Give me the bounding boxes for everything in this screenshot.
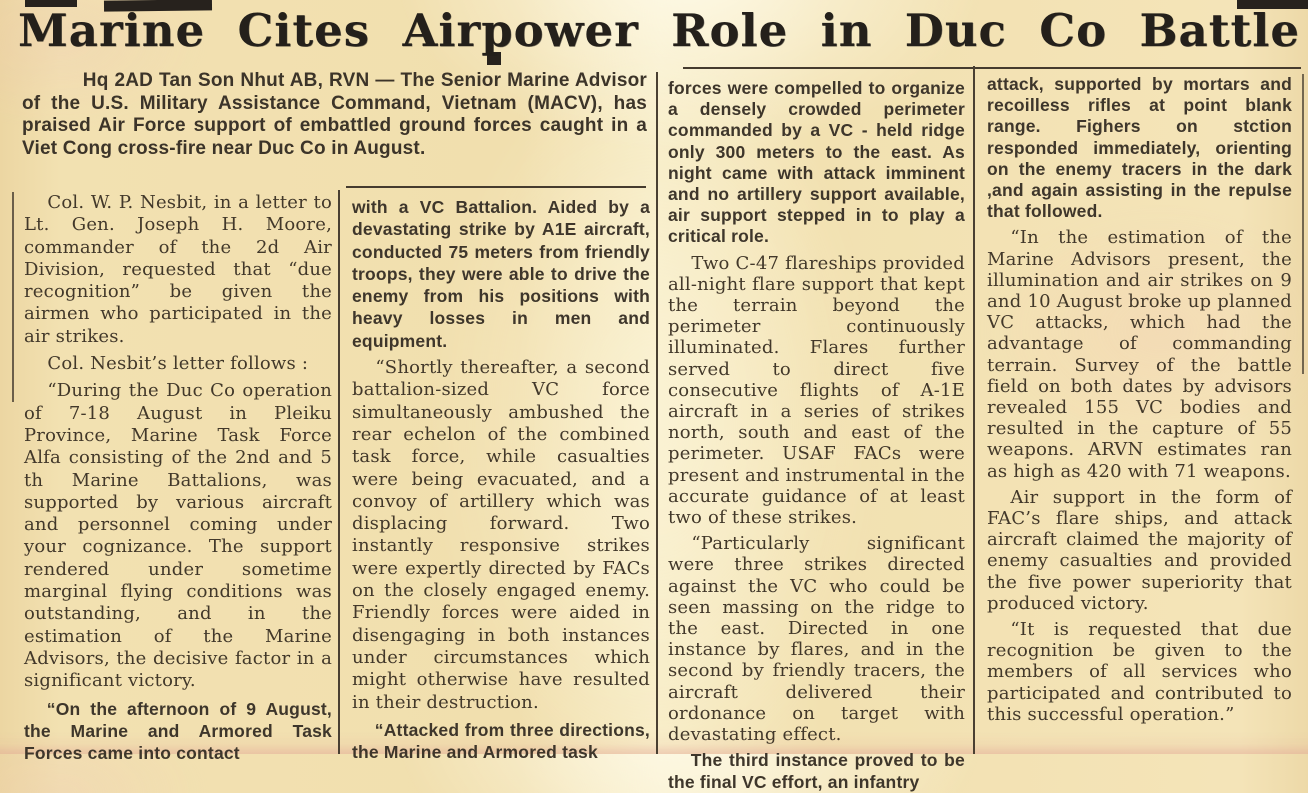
- paragraph: Air support in the form of FAC’s flare ships, and attack aircraft claimed the majority of enemy casualties and provided the five power superiority that produced victory.: [987, 486, 1292, 614]
- column-divider: [656, 72, 658, 754]
- paragraph: with a VC Battalion. Aided by a devastating strike by A1E aircraft, conducted 75 meters from friendly troops, they were able to drive the enemy from his positions with heavy losses in men and equipment.: [352, 197, 650, 351]
- headline: Marine Cites Airpower Role in Duc Co Battle: [18, 4, 1300, 57]
- section-rule: [346, 186, 646, 188]
- paragraph: The third instance proved to be the final VC effort, an infantry: [668, 750, 965, 792]
- paragraph: Col. Nesbit’s letter follows :: [47, 353, 309, 375]
- paragraph: “In the estimation of the Marine Advisors present, the illumination and air strikes on 9 and 10 August broke up planned VC attacks, which had the advantage of commanding terrain. Survey of the battle field on both dates by advisors revealed 155 VC bodies and resulted in the capture of 55 weapons. ARVN estimates ran as high as 420 with 71 weapons.: [987, 227, 1292, 482]
- column-2: [352, 196, 650, 763]
- paragraph: “Attacked from three directions, the Marine and Armored task: [352, 719, 650, 763]
- edge-rule: [1302, 74, 1304, 374]
- paragraph: Col. W. P. Nesbit, in a letter to Lt. Gen. Joseph H. Moore, commander of the 2d Air Division, requested that “due recognition” be given the airmen who participated in the air strikes.: [24, 192, 332, 347]
- column-divider: [973, 66, 975, 754]
- paragraph: “Shortly thereafter, a second battalion-sized VC force simultaneously ambushed the rear echelon of the combined task force, while casualties were being evacuated, and a convoy of artillery which was displacing forward. Two instantly responsive strikes were expertly directed by FACs on the closely engaged enemy. Friendly forces were aided in disengaging in both instances under circumstances which might otherwise have resulted in their destruction.: [352, 357, 650, 713]
- paragraph: “Particularly significant were three strikes directed against the VC who could be seen massing on the ridge to the east. Directed in one instance by flares, and in the second by friendly tracers, the aircraft delivered their ordonance on target with devastating effect.: [668, 533, 965, 746]
- lede: [22, 70, 647, 160]
- column-1: [24, 192, 332, 764]
- column-4: [987, 74, 1292, 754]
- paragraph: Two C-47 flareships provided all-night flare support that kept the terrain beyond the perimeter continuously illuminated. Flares further served to direct five consecutive flights of A-1E aircraft in a series of strikes north, south and east of the perimeter. USAF FACs were present and instrumental in the accurate guidance of at least two of these strikes.: [668, 252, 965, 529]
- paragraph: “On the afternoon of 9 August, the Marine and Armored Task Forces came into contact: [24, 698, 332, 764]
- column-divider: [338, 190, 340, 754]
- paragraph: forces were compelled to organize a densely crowded perimeter commanded by a VC - held ridge only 300 meters to the east. As night came with attack imminent and no artillery support available, air support stepped in to play a critical role.: [668, 78, 965, 247]
- column-3: [668, 78, 965, 792]
- paragraph: attack, supported by mortars and recoilless rifles at point blank range. Fighers on stction responded immediately, orienting on the enemy tracers in the dark ,and again assisting in the repulse that followed.: [987, 74, 1292, 222]
- paragraph: “During the Duc Co operation of 7-18 August in Pleiku Province, Marine Task Force Alfa consisting of the 2nd and 5 th Marine Battalions, was supported by various aircraft and personnel coming under your cognizance. The support rendered under sometime marginal flying conditions was outstanding, and in the estimation of the Marine Advisors, the decisive factor in a significant victory.: [24, 380, 332, 692]
- lede-paragraph: Hq 2AD Tan Son Nhut AB, RVN — The Senior Marine Advisor of the U.S. Military Assistance Command, Vietnam (MACV), has praised Air Force support of embattled ground forces caught in a Viet Cong cross-fire near Duc Co in August.: [22, 70, 647, 159]
- headline-rule: [683, 67, 1301, 69]
- paragraph: “It is requested that due recognition be given to the members of all services who participated and contributed to this successful operation.”: [987, 619, 1292, 725]
- edge-rule: [12, 192, 14, 402]
